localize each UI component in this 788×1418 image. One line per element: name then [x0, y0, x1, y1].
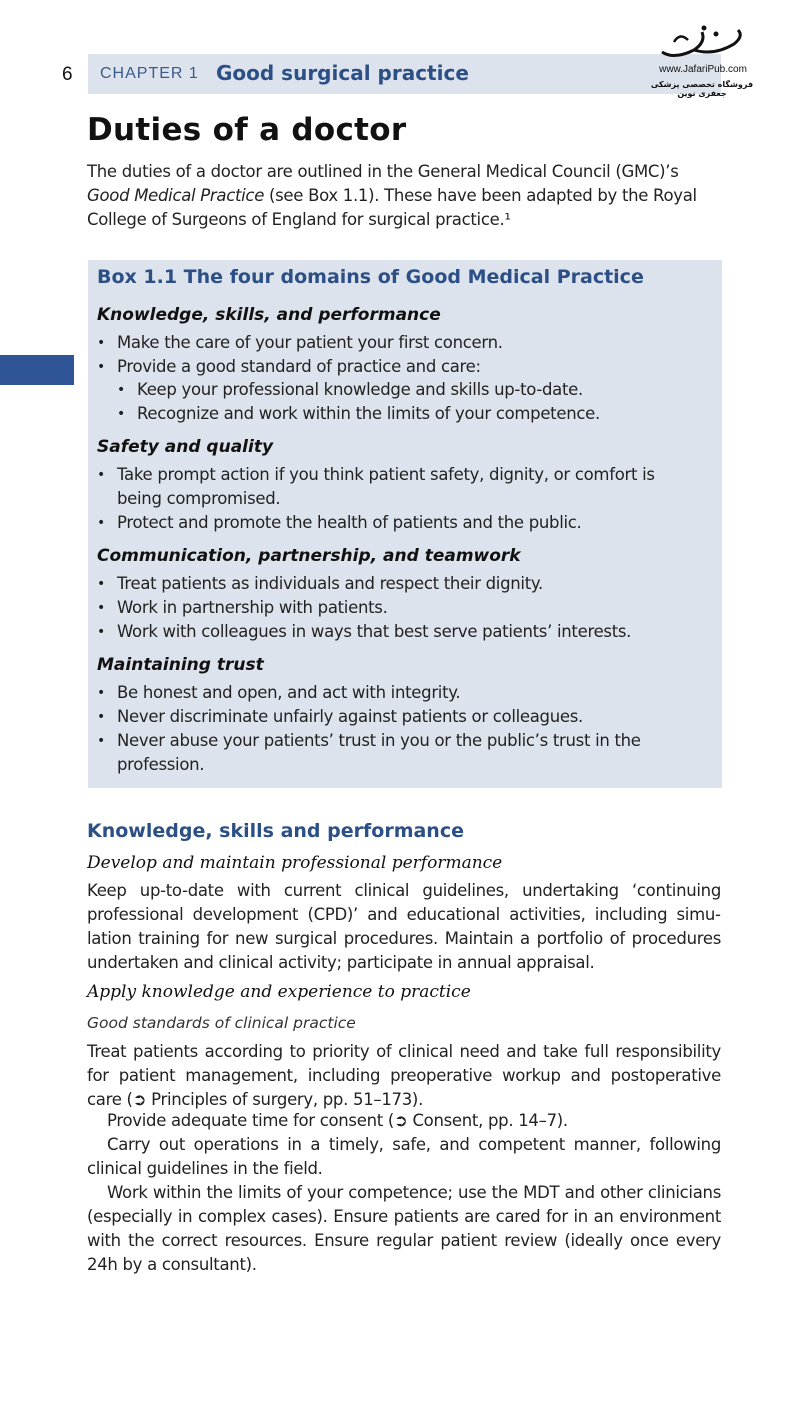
publisher-logo-mark [654, 22, 754, 62]
bullet-icon: • [97, 576, 105, 592]
bullet-text: Provide a good standard of practice and care: [117, 357, 481, 376]
bullet-icon: • [97, 624, 105, 640]
bullet-text: Be honest and open, and act with integrity. [117, 683, 461, 702]
bullet-icon: • [97, 733, 105, 749]
bullet-icon: • [97, 709, 105, 725]
subheading-develop: Develop and maintain professional performance [87, 853, 503, 873]
box-bullet [97, 681, 707, 705]
box-title: Box 1.1 The four domains of Good Medical Practice [97, 266, 644, 288]
intro-line-1: The duties of a doctor are outlined in the General Medical Council (GMC)’s [87, 162, 679, 181]
bullet-text: profession. [117, 755, 205, 774]
bullet-icon: • [97, 600, 105, 616]
box-group-heading: Communication, partnership, and teamwork [97, 546, 521, 566]
intro-paragraph [87, 160, 721, 232]
subsection-heading: Knowledge, skills and performance [87, 820, 464, 842]
box-bullet-continuation [97, 753, 707, 777]
sub-bullet-icon: • [117, 382, 125, 398]
box-group-heading: Knowledge, skills, and performance [97, 305, 441, 325]
publisher-logo [640, 22, 770, 96]
box-bullet [97, 596, 707, 620]
box-sub-bullet [117, 402, 707, 426]
bullet-text: Never abuse your patients’ trust in you or the public’s trust in the [117, 731, 641, 750]
page-number: 6 [62, 64, 73, 85]
intro-italic-title: Good Medical Practice [87, 186, 265, 205]
box-bullet [97, 355, 707, 379]
box-bullet [97, 511, 707, 535]
box-bullet [97, 331, 707, 355]
bullet-icon: • [97, 359, 105, 375]
bullet-text: Never discriminate unfairly against patients or colleagues. [117, 707, 583, 726]
paragraph-consent: Provide adequate time for consent (➲ Consent, pp. 14–7). [107, 1111, 568, 1130]
box-1-1 [88, 260, 722, 788]
paragraph-operations: Carry out operations in a timely, safe, and competent manner, following clinical guidelines in the field. [87, 1135, 721, 1178]
bullet-text: being compromised. [117, 489, 281, 508]
bullet-icon: • [97, 467, 105, 483]
intro-line-3: College of Surgeons of England for surgical practice.¹ [87, 210, 511, 229]
paragraph-competence: Work within the limits of your competence; use the MDT and other clinicians (especially in complex cases). Ensure patients are cared for in an environment with the correct resources. Ensure regular patient review (ideally once every 24h by a consultant). [87, 1183, 721, 1274]
box-group-heading: Safety and quality [97, 437, 274, 457]
bullet-text: Work with colleagues in ways that best serve patients’ interests. [117, 622, 632, 641]
logo-shop-text: فروشگاه تخصصی پزشکی جعفری نوین [650, 80, 754, 98]
section-title: Duties of a doctor [87, 112, 407, 148]
bullet-text: Recognize and work within the limits of your competence. [137, 404, 600, 423]
chapter-title: Good surgical practice [216, 61, 469, 85]
bullet-text: Work in partnership with patients. [117, 598, 388, 617]
bullet-text: Take prompt action if you think patient safety, dignity, or comfort is [117, 465, 655, 484]
bullet-icon: • [97, 685, 105, 701]
bullet-icon: • [97, 335, 105, 351]
intro-line-2: (see Box 1.1). These have been adapted by the Royal [264, 186, 697, 205]
bullet-text: Make the care of your patient your first concern. [117, 333, 503, 352]
bullet-icon: • [97, 515, 105, 531]
running-header [88, 54, 721, 94]
subheading-apply: Apply knowledge and experience to practice [87, 982, 471, 1002]
logo-site-url: www.JafariPub.com [659, 64, 747, 75]
paragraph-treat-patients: Treat patients according to priority of clinical need and take full responsibility for patient management, including preoperative workup and postoperative care (➲ Principles of surgery, pp. 51–173). [87, 1042, 721, 1109]
box-sub-bullet [117, 378, 707, 402]
box-bullet [97, 572, 707, 596]
sub-bullet-icon: • [117, 406, 125, 422]
box-bullet [97, 705, 707, 729]
box-group-heading: Maintaining trust [97, 655, 264, 675]
chapter-thumb-tab [0, 355, 74, 385]
bullet-text: Protect and promote the health of patients and the public. [117, 513, 582, 532]
chapter-label: CHAPTER 1 [100, 65, 199, 82]
bullet-text: Keep your professional knowledge and skills up-to-date. [137, 380, 583, 399]
box-bullet [97, 620, 707, 644]
box-bullet [97, 463, 707, 487]
paragraph-develop: Keep up-to-date with current clinical guidelines, undertaking ‘continuing professional development (CPD)’ and educational activities, including simulation training for new surgical procedures. Maintain a portfolio of procedures undertaken and clinical activity; participate in annual appraisal. [87, 881, 721, 972]
bullet-text: Treat patients as individuals and respect their dignity. [117, 574, 543, 593]
box-bullet-continuation [97, 487, 707, 511]
box-bullet [97, 729, 707, 753]
subheading-standards: Good standards of clinical practice [87, 1014, 356, 1032]
